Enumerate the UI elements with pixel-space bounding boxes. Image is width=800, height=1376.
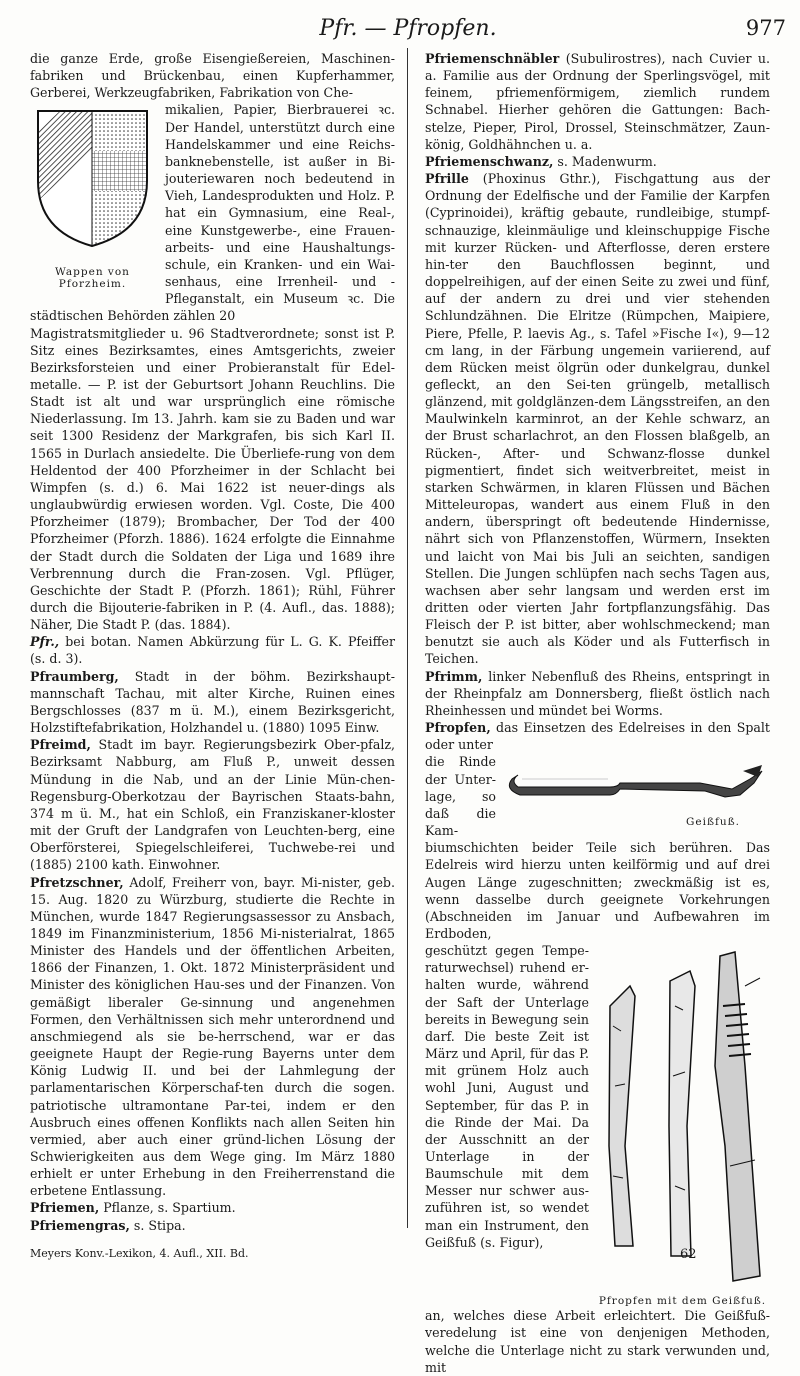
- entry-pfraumberg-text: Stadt in der böhm. Bezirkshaupt-mannschaft Tachau, mit alter Kirche, Ruinen eines Bergschlosses (837 m ü. M.), einem Bezirksgericht, Holzstiftefabrikation, Holzhandel u. (1880) 1095 Einw.: [30, 668, 395, 736]
- entry-pfriemengras: [30, 1217, 395, 1234]
- paragraph-pforzheim-wrap: mikalien, Papier, Bierbrauerei ꝛc. Der Handel, unterstützt durch eine Handelskammer und eine Reichs-banknebenstelle, ist außer in Bi-jouteriewaren noch bedeutend in Vieh, Landesprodukten und Holz. P. hat ein Gymnasium, eine Real-, eine Kunstgewerbe-, eine Frauen-arbeits- und eine Haushaltungs-schule, ein Kranken- und ein Wai-senhaus, eine Irrenheil- und -Pfleganstalt, ein Museum ꝛc. Die städtischen Behörden zählen 20: [30, 102, 395, 324]
- entry-pfretzschner: [30, 874, 395, 1200]
- headword-pfrimm: Pfrimm,: [425, 668, 483, 684]
- page-number: 977: [745, 16, 786, 40]
- coat-of-arms-image: [30, 101, 155, 251]
- entry-pfropfen-lead: das Einsetzen des Edelreises in den Spalt oder unter: [425, 720, 770, 753]
- running-title: Pfr. — Pfropfen.: [319, 16, 497, 41]
- headword-pfriemengras: Pfriemengras,: [30, 1217, 130, 1233]
- paragraph-pforzheim-rest: Magistratsmitglieder u. 96 Stadtverordnete; sonst ist P. Sitz eines Bezirksamtes, eines Amtsgerichts, zweier Bezirksforsteien und einer Probieranstalt für Edel-metalle. — P. ist der Geburtsort Johann Reuchlins. Die Stadt ist alt und war ursprünglich eine römische Niederlassung. Im 13. Jahrh. kam sie zu Baden und war seit 1300 Residenz der Markgrafen, bis sich Karl II. 1565 in Durlach ansiedelte. Die Überliefe-rung von dem Heldentod der 400 Pforzheimer in der Schlacht bei Wimpfen (s. d.) 6. Mai 1622 ist neuer-dings als unglaubwürdig erwiesen worden. Vgl. Coste, Die 400 Pforzheimer (1879); Brombacher, Der Tod der 400 Pforzheimer (Pforzh. 1886). 1624 erfolgte die Einnahme der Stadt durch die Soldaten der Liga und 1689 ihre Verbrennung durch die Fran-zosen. Vgl. Pflüger, Geschichte der Stadt P. (Pforzh. 1861); Rühl, Führer durch die Bijouterie-fabriken in P. (4. Aufl., das. 1888); Näher, Die Stadt P. (das. 1884).: [30, 325, 395, 633]
- coat-caption-line2: Pforzheim.: [58, 277, 127, 290]
- headword-pfrille: Pfrille: [425, 171, 469, 187]
- geissfuss-tool-image: [500, 753, 770, 811]
- graft-caption: Pfropfen mit dem Geißfuß.: [598, 1295, 767, 1308]
- headword-pfretzschner: Pfretzschner,: [30, 874, 124, 890]
- running-header: [30, 14, 786, 46]
- headword-pfr: Pfr.,: [30, 634, 60, 650]
- headword-pfriemenschwanz: Pfriemenschwanz,: [425, 153, 554, 169]
- entry-pfr-text: bei botan. Namen Abkürzung für L. G. K. Pfeiffer (s. d. 3).: [30, 634, 395, 667]
- entry-pfrimm-text: linker Nebenfluß des Rheins, entspringt in der Rheinpfalz am Donnersberg, fließt östlich nach Rheinhessen und mündet bei Worms.: [425, 668, 770, 718]
- entry-pfropfen-d: an, welches diese Arbeit erleichtert. Die Geißfuß-veredelung ist eine von denjenigen Methoden, welche die Unterlage nicht zu stark verwunden und, mit: [425, 1308, 770, 1375]
- entry-pfriemenschwanz-text: s. Madenwurm.: [553, 153, 657, 169]
- headword-pfriemenschnaebler: Pfriemenschnäbler: [425, 51, 560, 66]
- headword-pfriemen: Pfriemen,: [30, 1200, 100, 1216]
- entry-pfretzschner-text: Adolf, Freiherr von, bayr. Mi-nister, geb. 15. Aug. 1820 zu Würzburg, studierte die Rechte in München, wurde 1847 Regierungsassessor zu Ansbach, 1849 im Finanzministerium, 1856 Mi-nisterialrat, 1865 Minister des Handels und der öffentlichen Arbeiten, 1866 der Finanzen, 1. Okt. 1872 Ministerpräsident und Minister des königlichen Hau-ses und der Finanzen. Von gemäßigt liberaler Ge-sinnung und angenehmen Formen, den Verhältnissen sich mehr unterordnend und anschmiegend als sie be-herrschend, war er das geeignete Haupt der Regie-rung Bayerns unter dem König Ludwig II. und bei der Lahmlegung der parlamentarischen Körperschaf-ten durch die sogen. patriotische ultramontane Par-tei, indem er den Ausbruch eines offenen Konflikts nach allen Seiten hin vermied, aber auch einer gründ-lichen Lösung der Schwierigkeiten aus dem Wege ging. Im März 1880 erhielt er unter Erhebung in den Freiherrenstand die erbetene Entlassung.: [30, 874, 395, 1199]
- entry-pfriemenschwanz: [425, 153, 770, 170]
- entry-pfriemengras-text: s. Stipa.: [129, 1217, 186, 1233]
- entry-pfrille-text: (Phoxinus Gthr.), Fischgattung aus der Ordnung der Edelfische und der Familie der Karpfen (Cyprinoidei), kräftig gebaute, rundleibige, stumpf-schnauzige, kleinmäulige und kleinschuppige Fische mit kurzer Rücken- und Afterflosse, deren erstere hin-ter den Bauchflossen beginnt, und doppelreihigen, auf der einen Seite zu zwei und fünf, auf der andern zu drei und vier stehenden Schlundzähnen. Die Elritze (Rümpchen, Maipiere, Piere, Pfelle, P. laevis Ag., s. Tafel »Fische I«), 9—12 cm lang, in der Färbung ungemein variierend, auf dem Rücken meist ölgrün oder dunkelgrau, dunkel gefleckt, an den Sei-ten grüngelb, metallisch glänzend, mit goldglänzen-dem Längsstreifen, an den Maulwinkeln karminrot, an der Kehle schwarz, an der Brust scharlachrot, an den Flossen blaßgelb, an Rücken-, After- und Schwanz-flosse dunkel pigmentiert, findet sich weitverbreitet, meist in starken Schwärmen, in klaren Flüssen und Bächen Mitteleuropas, wandert aus einem Fluß in den andern, überspringt oft bedeutende Hindernisse, nährt sich von Pflanzenstoffen, Würmern, Insekten und laicht von Mai bis Juli an seichten, sandigen Stellen. Die Jungen schlüpfen nach sechs Tagen aus, wachsen aber sehr langsam und werden erst im dritten oder vierten Jahr fortpflanzungsfähig. Das Fleisch der P. ist bitter, aber wohlschmeckend; man benutzt sie auch als Köder und als Futterfisch in Teichen.: [425, 171, 770, 667]
- entry-pfraumberg: [30, 668, 395, 737]
- entry-pfr: [30, 633, 395, 667]
- headword-pfropfen: Pfropfen,: [425, 720, 491, 736]
- headword-pfraumberg: Pfraumberg,: [30, 668, 119, 684]
- entry-pfriemen-text: Pflanze, s. Spartium.: [99, 1200, 236, 1216]
- entry-pfreimd-text: Stadt im bayr. Regierungsbezirk Ober-pfalz, Bezirksamt Nabburg, am Fluß P., unweit dessen Mündung in die Nab, und an der Linie Mün-chen-Regensburg-Oberkotzau der Bayrischen Staats-bahn, 374 m ü. M., hat ein Schloß, ein Franziskaner-kloster mit der Gruft der Landgrafen von Leuchten-berg, eine Oberförsterei, Spiegelschleiferei, Tuchwebe-rei und (1885) 2100 kath. Einwohner.: [30, 737, 395, 873]
- right-column: [425, 50, 770, 1376]
- entry-pfropfen-b: biumschichten beider Teile sich berühren. Das Edelreis wird hierzu unten keilförmig und auf drei Augen Länge zugeschnitten; zweckmäßig ist es, wenn dasselbe durch geeignete Vorkehrungen (Abschneiden im Januar und Aufbewahren im Erdboden,: [425, 840, 770, 941]
- entry-pfriemenschnaebler-text: (Subulirostres), nach Cuvier u. a. Familie aus der Ordnung der Sperlingsvögel, mit feinem, pfriemenförmigem, ziemlich rundem Schnabel. Hierher gehören die Gattungen: Bach-stelze, Pieper, Pirol, Drossel, Steinschmätzer, Zaun-könig, Goldhähnchen u. a.: [425, 51, 770, 152]
- column-rule: [407, 48, 408, 1228]
- coat-of-arms-figure: [30, 101, 155, 289]
- headword-pfreimd: Pfreimd,: [30, 737, 91, 753]
- geissfuss-caption: Geißfuß.: [686, 815, 740, 828]
- entry-pfreimd: [30, 736, 395, 873]
- entry-pfrille: [425, 170, 770, 668]
- page-footer: [30, 1247, 786, 1265]
- entry-pfropfen-a: die Rinde der Unter-lage, so daß die Kam-: [425, 754, 496, 839]
- footer-sheet-number: 62: [680, 1247, 697, 1262]
- paragraph-pforzheim-lead: die ganze Erde, große Eisengießereien, Maschinen-fabriken und Brückenbau, einen Kupferhammer, Gerberei, Werkzeugfabriken, Fabrikation von Che-: [30, 51, 395, 101]
- footer-signature: Meyers Konv.-Lexikon, 4. Aufl., XII. Bd.: [30, 1247, 249, 1260]
- entry-pfriemen: [30, 1199, 395, 1216]
- entry-pfriemenschnaebler: [425, 50, 770, 153]
- entry-pfropfen: [425, 719, 770, 753]
- geissfuss-figure: [500, 753, 770, 827]
- graft-illustration: [595, 946, 770, 1291]
- left-column: [30, 50, 395, 1234]
- entry-pfrimm: [425, 668, 770, 719]
- entry-pfropfen-c: geschützt gegen Tempe-raturwechsel) ruhend er-halten wurde, während der Saft der Unterlage bereits in Bewegung sein darf. Die beste Zeit ist März und April, für das P. mit grünem Holz auch wohl Juni, August und September, für das P. in die Rinde der Mai. Da der Ausschnitt an der Unterlage in der Baumschule mit dem Messer nur schwer aus-zuführen ist, so wendet man ein Instrument, den Geißfuß (s. Figur),: [425, 943, 589, 1250]
- coat-caption-line1: Wappen von: [55, 265, 130, 278]
